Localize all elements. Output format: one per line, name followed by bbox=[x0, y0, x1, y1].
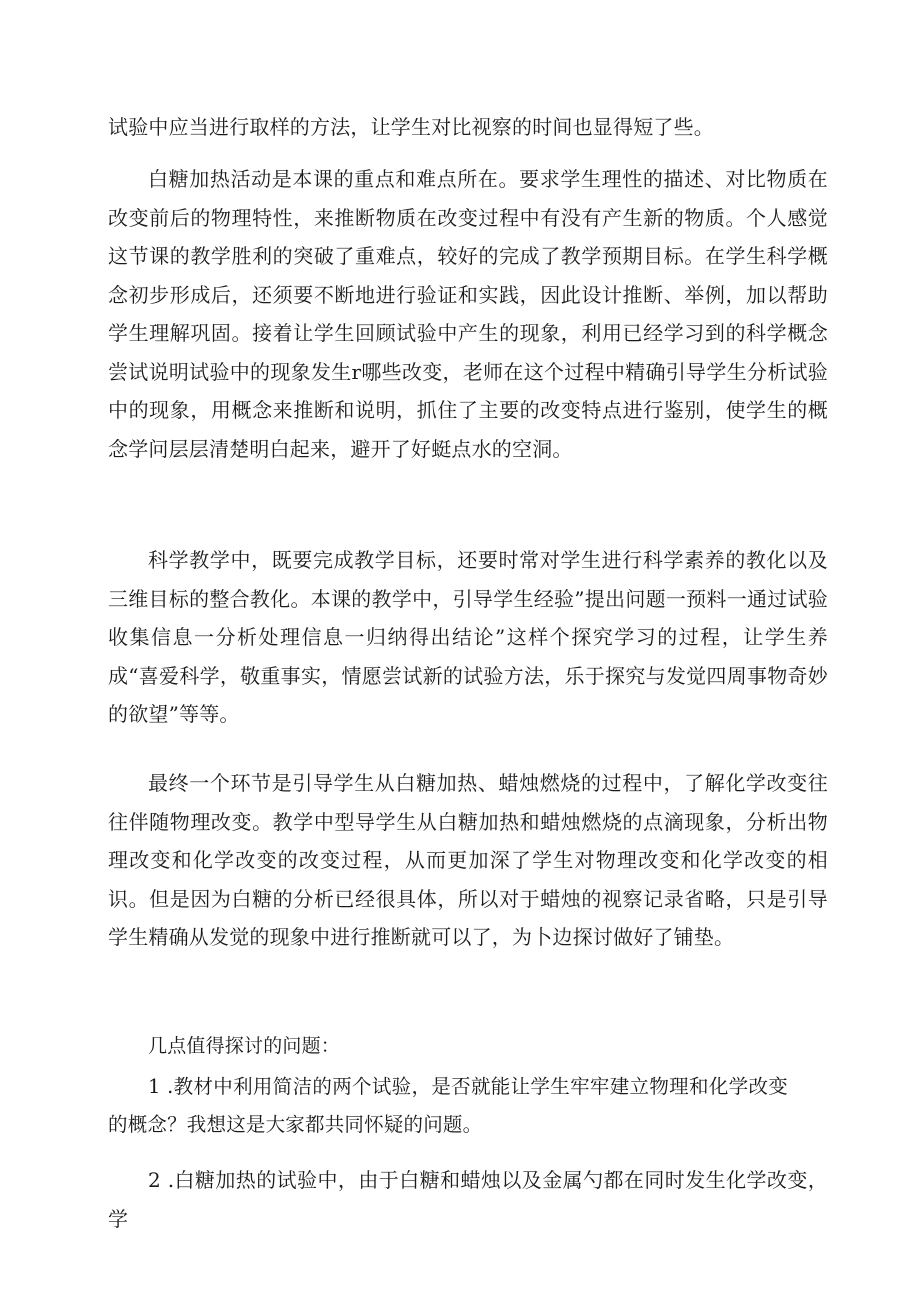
paragraph-science-teaching: 科学教学中，既要完成教学目标，还要时常对学生进行科学素养的教化以及三维目标的整合教化。本课的教学中，引导学生经验”提出问题一预料一通过试验收集信息一分析处理信息一归纳得出结论”这样个探究学习的过程，让学生养成“喜爱科学，敬重事实，情愿尝试新的试验方法，乐于探究与发觉四周事物奇妙的欲望”等等。 bbox=[108, 548, 828, 726]
heading-discussion-points: 几点值得探讨的问题： bbox=[148, 1035, 341, 1057]
list-item-2: 2 .白糖加热的试验中，由于白糖和蜡烛以及金属勺都在同时发生化学改变，学 bbox=[108, 1168, 828, 1231]
list-item-1: 1 .教材中利用简洁的两个试验，是否就能让学生牢牢建立物理和化学改变的概念？我想这是大家都共同怀疑的问题。 bbox=[108, 1075, 788, 1136]
paragraph-final-segment: 最终一个环节是引导学生从白糖加热、蜡烛燃烧的过程中，了解化学改变往往伴随物理改变。教学中型导学生从白糖加热和蜡烛燃烧的点滴现象，分析出物理改变和化学改变的改变过程，从而更加深了学生对物理改变和化学改变的相识。但是因为白糖的分析已经很具体，所以对于蜡烛的视察记录省略，只是引导学生精确从发觉的现象中进行推断就可以了，为卜边探讨做好了铺垫。 bbox=[108, 771, 828, 949]
paragraph-sugar-heating: 白糖加热活动是本课的重点和难点所在。要求学生理性的描述、对比物质在改变前后的物理特性，来推断物质在改变过程中有没有产生新的物质。个人感觉这节课的教学胜利的突破了重难点，较好的完成了教学预期目标。在学生科学概念初步形成后，还须要不断地进行验证和实践，因此设计推断、举例，加以帮助学生理解巩固。接着让学生回顾试验中产生的现象，利用已经学习到的科学概念尝试说明试验中的现象发生r哪些改变，老师在这个过程中精确引导学生分析试验中的现象，用概念来推断和说明，抓住了主要的改变特点进行鉴别，使学生的概念学问层层清楚明白起来，避开了好蜓点水的空洞。 bbox=[108, 167, 828, 461]
paragraph-continuation: 试验中应当进行取样的方法，让学生对比视察的时间也显得短了些。 bbox=[108, 115, 714, 139]
